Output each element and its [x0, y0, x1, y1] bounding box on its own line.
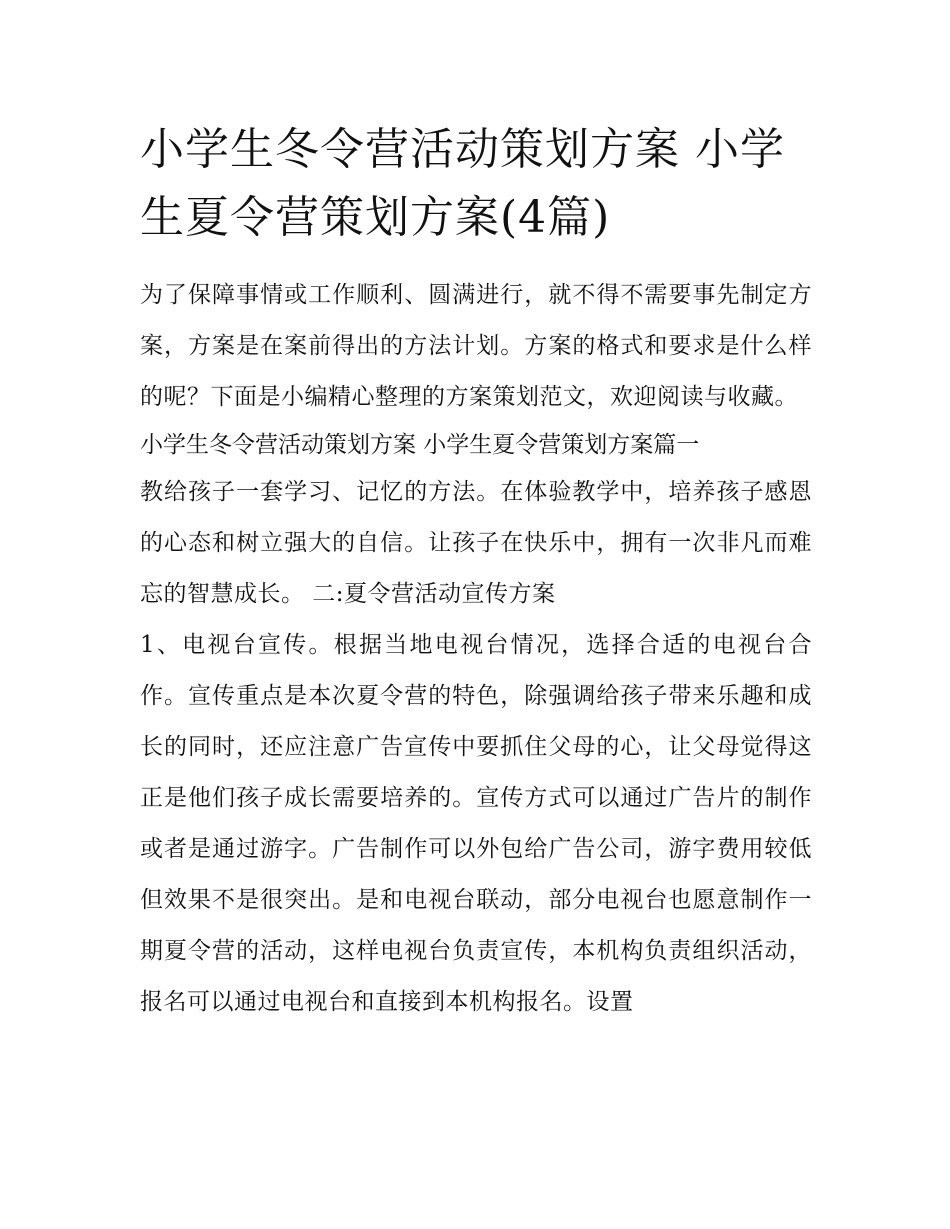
document-title: 小学生冬令营活动策划方案 小学生夏令营策划方案(4篇): [140, 124, 785, 243]
body-paragraph-2: 1、电视台宣传。根据当地电视台情况，选择合适的电视台合作。宣传重点是本次夏令营的特色，除强调给孩子带来乐趣和成长的同时，还应注意广告宣传中要抓住父母的心，让父母觉得这正是他们孩子成长需要培养的。宣传方式可以通过广告片的制作或者是通过游字。广告制作可以外包给广告公司，游字费用较低但效果不是很突出。是和电视台联动，部分电视台也愿意制作一期夏令营的活动，这样电视台负责宣传，本机构负责组织活动，报名可以通过电视台和直接到本机构报名。设置: [140, 632, 812, 1015]
section-heading: 小学生冬令营活动策划方案 小学生夏令营策划方案篇一: [140, 432, 700, 458]
intro-paragraph: 为了保障事情或工作顺利、圆满进行，就不得不需要事先制定方案，方案是在案前得出的方法计划。方案的格式和要求是什么样的呢？下面是小编精心整理的方案策划范文，欢迎阅读与收藏。: [140, 282, 812, 410]
body-paragraph-1: 教给孩子一套学习、记忆的方法。在体验教学中，培养孩子感恩的心态和树立强大的自信。让孩子在快乐中，拥有一次非凡而难忘的智慧成长。 二:夏令营活动宣传方案: [140, 479, 812, 607]
document-page: [140, 116, 812, 1028]
